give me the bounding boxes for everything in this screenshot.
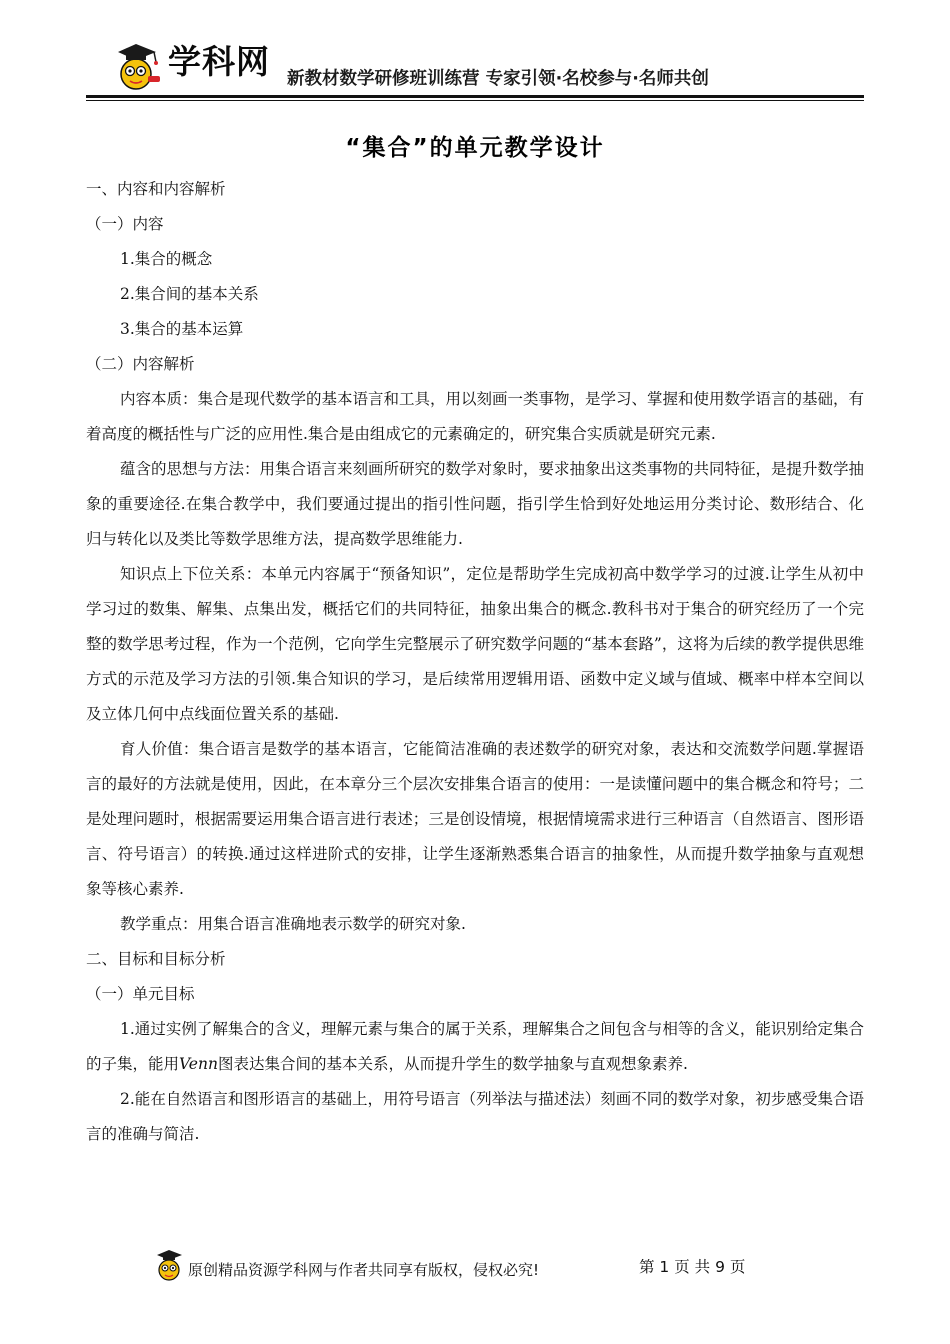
page-footer	[152, 1246, 772, 1286]
header-rule-thin	[86, 100, 864, 101]
list-item: 3.集合的基本运算	[120, 320, 244, 338]
mascot-icon	[110, 38, 170, 94]
page-number: 第 1 页 共 9 页	[639, 1258, 746, 1276]
section-heading: 二、目标和目标分析	[86, 950, 226, 968]
document-title: “集合”的单元教学设计	[345, 135, 605, 161]
document-body	[86, 172, 864, 1152]
paragraph-educational-value: 育人价值：集合语言是数学的基本语言，它能简洁准确的表述数学的研究对象，表达和交流数学问题.掌握语言的最好的方法就是使用，因此，在本章分三个层次安排集合语言的使用：一是读懂问题中的集合概念和符号；二是处理问题时，根据需要运用集合语言进行表述；三是创设情境，根据情境需求进行三种语言（自然语言、图形语言、符号语言）的转换.通过这样进阶式的安排，让学生逐渐熟悉集合语言的抽象性，从而提升数学抽象与直观想象等核心素养.	[86, 740, 864, 898]
brand-name: 学科网	[168, 42, 270, 81]
zxxk-logo	[110, 38, 300, 94]
paragraph-teaching-focus: 教学重点：用集合语言准确地表示数学的研究对象.	[120, 915, 466, 933]
venn-term: Venn	[179, 1055, 218, 1073]
list-item: 2.集合间的基本关系	[120, 285, 259, 303]
goal-paragraph-2: 2.能在自然语言和图形语言的基础上，用符号语言（列举法与描述法）刻画不同的数学对象，初步感受集合语言的准确与简洁.	[86, 1090, 864, 1143]
header-rule	[86, 95, 864, 98]
paragraph-knowledge-relations: 知识点上下位关系：本单元内容属于“预备知识”，定位是帮助学生完成初高中数学学习的过渡.让学生从初中学习过的数集、解集、点集出发，概括它们的共同特征，抽象出集合的概念.教科书对于集合的研究经历了一个完整的数学思考过程，作为一个范例，它向学生完整展示了研究数学问题的“基本套路”，这将为后续的教学提供思维方式的示范及学习方法的引领.集合知识的学习，是后续常用逻辑用语、函数中定义域与值域、概率中样本空间以及立体几何中点线面位置关系的基础.	[86, 565, 864, 723]
header-tagline: 新教材数学研修班训练营 专家引领·名校参与·名师共创	[287, 69, 709, 89]
paragraph-content-essence: 内容本质：集合是现代数学的基本语言和工具，用以刻画一类事物，是学习、掌握和使用数学语言的基础，有着高度的概括性与广泛的应用性.集合是由组成它的元素确定的，研究集合实质就是研究元素.	[86, 390, 865, 443]
subsection-heading: （一）单元目标	[86, 985, 195, 1003]
subsection-heading: （一）内容	[86, 215, 164, 233]
goal-paragraph-1	[86, 1012, 864, 1082]
subsection-heading: （二）内容解析	[86, 355, 195, 373]
paragraph-thinking-methods: 蕴含的思想与方法：用集合语言来刻画所研究的数学对象时，要求抽象出这类事物的共同特征，是提升数学抽象的重要途径.在集合教学中，我们要通过提出的指引性问题，指引学生恰到好处地运用分类讨论、数形结合、化归与转化以及类比等数学思维方法，提高数学思维能力.	[86, 460, 865, 548]
goal-1-text-a: 1.通过实例了解集合的含义，理解元素与集合的属于关系，理解集合之间包含与相等的含义，能识别给定集合的子集，能用	[86, 1020, 864, 1073]
section-heading: 一、内容和内容解析	[86, 180, 226, 198]
mascot-small-icon	[154, 1246, 186, 1284]
copyright-notice: 原创精品资源学科网与作者共同享有版权，侵权必究!	[188, 1261, 540, 1279]
goal-1-text-b: 图表达集合间的基本关系，从而提升学生的数学抽象与直观想象素养.	[217, 1055, 688, 1073]
list-item: 1.集合的概念	[120, 250, 213, 268]
page-header	[86, 38, 864, 96]
